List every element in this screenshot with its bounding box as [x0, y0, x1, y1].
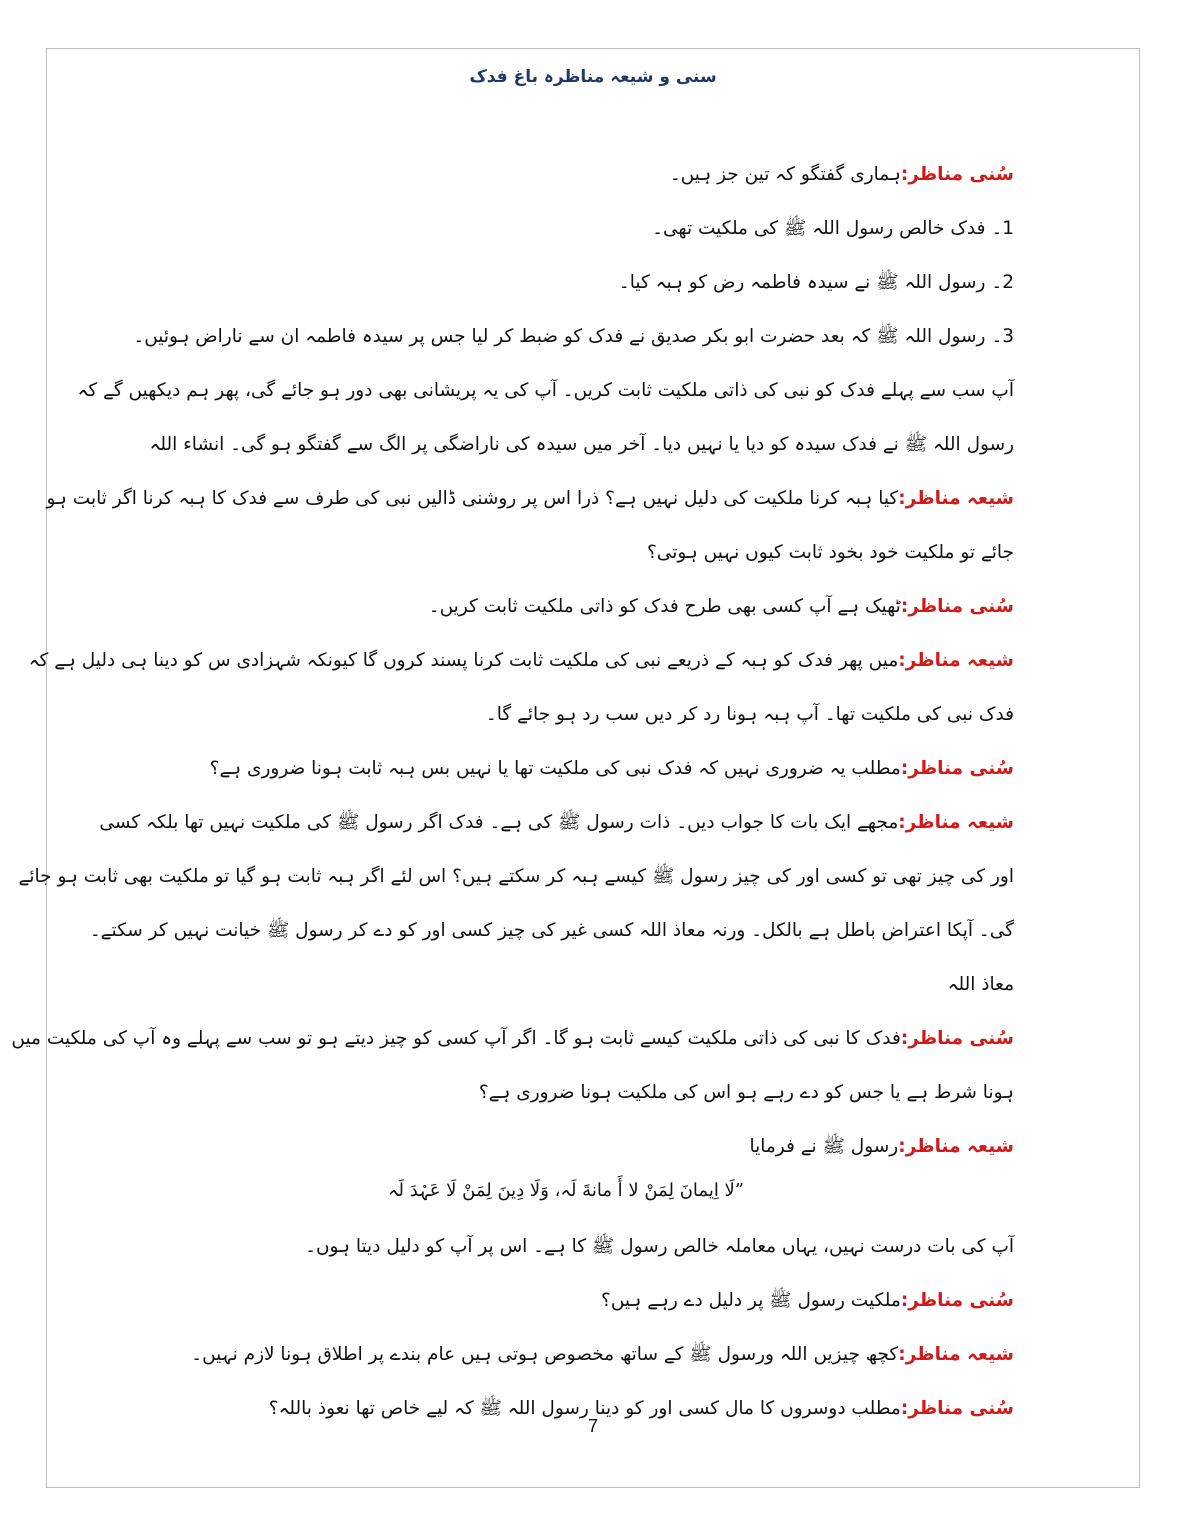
dialogue-line-shia — [99, 796, 1014, 850]
line-text: اور کی چیز تھی تو کسی اور کی چیز رسول ﷺ کیسے ہبہ کر سکتے ہیں؟ اس لئے اگر ہبہ ثابت ہو گیا تو ملکیت بھی ثابت ہو جائے — [18, 866, 1014, 887]
document-body — [11, 148, 1014, 1436]
dialogue-line-sunni — [178, 580, 1014, 634]
shia-speaker-label: شیعہ مناظر: — [898, 488, 1014, 509]
line-text: ملکیت رسول ﷺ پر دلیل دے رہے ہیں؟ — [601, 1290, 901, 1311]
dialogue-line — [133, 310, 1014, 364]
sunni-speaker-label: سُنی مناظر: — [900, 758, 1014, 779]
line-text: 1۔ فدک خالص رسول اللہ ﷺ کی ملکیت تھی۔ — [652, 218, 1014, 239]
dialogue-line — [149, 418, 1014, 472]
dialogue-line-sunni — [178, 1274, 1014, 1328]
shia-speaker-label: شیعہ مناظر: — [898, 1344, 1014, 1365]
dialogue-line — [178, 1066, 1014, 1120]
page-header-title: سنی و شیعہ مناظرہ باغ فدک — [469, 67, 717, 87]
dialogue-line-shia — [178, 1328, 1014, 1382]
dialogue-line-sunni — [178, 148, 1014, 202]
line-text: آپ سب سے پہلے فدک کو نبی کی ذاتی ملکیت ثابت کریں۔ آپ کی یہ پریشانی بھی دور ہو جائے گی، پھر ہم دیکھیں گے کہ — [77, 380, 1014, 401]
sunni-speaker-label: سُنی مناظر: — [900, 164, 1014, 185]
shia-speaker-label: شیعہ مناظر: — [898, 812, 1014, 833]
line-text: فدک کا نبی کی ذاتی ملکیت کیسے ثابت ہو گا۔ اگر آپ کسی کو چیز دیتے ہو تو سب سے پہلے وہ آپ کی ملکیت میں — [11, 1028, 901, 1049]
line-text: میں پھر فدک کو ہبہ کے ذریعے نبی کی ملکیت ثابت کرنا پسند کروں گا کیونکہ شہزادی س کو دینا ہی دلیل ہے کہ — [28, 650, 899, 671]
line-text: ہونا شرط ہے یا جس کو دے رہے ہو اس کی ملکیت ہونا ضروری ہے؟ — [478, 1082, 1014, 1103]
line-text: 2۔ رسول اللہ ﷺ نے سیدہ فاطمہ رض کو ہبہ کیا۔ — [618, 272, 1014, 293]
dialogue-block-2 — [178, 1220, 1014, 1436]
line-text: کیا ہبہ کرنا ملکیت کی دلیل نہیں ہے؟ ذرا اس پر روشنی ڈالیں نبی کی طرف سے فدک کا ہبہ کرنا اگر ثابت ہو — [46, 488, 899, 509]
line-text: 3۔ رسول اللہ ﷺ کہ بعد حضرت ابو بکر صدیق نے فدک کو ضبط کر لیا جس پر سیدہ فاطمہ ان سے ناراض ہوئیں۔ — [133, 326, 1014, 347]
sunni-speaker-label: سُنی مناظر: — [900, 1290, 1014, 1311]
line-text: معاذ اللہ — [947, 974, 1014, 995]
sunni-speaker-label: سُنی مناظر: — [900, 596, 1014, 617]
line-text: مطلب دوسروں کا مال کسی اور کو دینا رسول اللہ ﷺ کہ لیے خاص تھا نعوذ باللہ؟ — [268, 1398, 901, 1419]
dialogue-line — [18, 850, 1014, 904]
line-text: رسول ﷺ نے فرمایا — [749, 1136, 899, 1157]
line-text: گی۔ آپکا اعتراض باطل ہے بالکل۔ ورنہ معاذ اللہ کسی غیر کی چیز کسی اور کو دے کر رسول ﷺ خیانت نہیں کر سکتے۔ — [89, 920, 1014, 941]
dialogue-line-shia — [46, 472, 1014, 526]
shia-speaker-label: شیعہ مناظر: — [898, 650, 1014, 671]
line-text: جائے تو ملکیت خود بخود ثابت کیوں نہیں ہوتی؟ — [646, 542, 1014, 563]
dialogue-line — [178, 526, 1014, 580]
line-text: رسول اللہ ﷺ نے فدک سیدہ کو دیا یا نہیں دیا۔ آخر میں سیدہ کی ناراضگی پر الگ سے گفتگو ہو گی۔ انشاء اللہ — [149, 434, 1014, 455]
line-text: فدک نبی کی ملکیت تھا۔ آپ ہبہ ہونا رد کر دیں سب رد ہو جائے گا۔ — [485, 704, 1014, 725]
dialogue-block-1 — [11, 148, 1014, 1174]
dialogue-line-shia — [178, 1120, 1014, 1174]
dialogue-line — [77, 364, 1014, 418]
dialogue-line — [178, 1220, 1014, 1274]
shia-speaker-label: شیعہ مناظر: — [898, 1136, 1014, 1157]
line-text: مجھے ایک بات کا جواب دیں۔ ذات رسول ﷺ کی ہے۔ فدک اگر رسول ﷺ کی ملکیت نہیں تھا بلکہ کسی — [99, 812, 899, 833]
dialogue-line-sunni — [178, 742, 1014, 796]
sunni-speaker-label: سُنی مناظر: — [900, 1028, 1014, 1049]
sunni-speaker-label: سُنی مناظر: — [900, 1398, 1014, 1419]
dialogue-line — [178, 256, 1014, 310]
arabic-hadith-quote: ”لَا اِيمانَ لِمَنْ لا أَ مانةَ لَہ، وَلَا دِينَ لِمَنْ لَا عَہْدَ لَہ — [387, 1180, 745, 1201]
dialogue-line-sunni — [11, 1012, 1014, 1066]
dialogue-line — [178, 688, 1014, 742]
line-text: کچھ چیزیں اللہ ورسول ﷺ کے ساتھ مخصوص ہوتی ہیں عام بندے پر اطلاق ہونا لازم نہیں۔ — [191, 1344, 899, 1365]
line-text: مطلب یہ ضروری نہیں کہ فدک نبی کی ملکیت تھا یا نہیں بس ہبہ ثابت ہونا ضروری ہے؟ — [209, 758, 901, 779]
page-number: 7 — [587, 1416, 598, 1436]
dialogue-line — [178, 202, 1014, 256]
line-text: ہماری گفتگو کہ تین جز ہیں۔ — [669, 164, 901, 185]
dialogue-line-shia — [28, 634, 1014, 688]
line-text: آپ کی بات درست نہیں، یہاں معاملہ خالص رسول ﷺ کا ہے۔ اس پر آپ کو دلیل دیتا ہوں۔ — [305, 1236, 1014, 1257]
dialogue-line — [89, 904, 1014, 958]
line-text: ٹھیک ہے آپ کسی بھی طرح فدک کو ذاتی ملکیت ثابت کریں۔ — [428, 596, 901, 617]
dialogue-line — [178, 958, 1014, 1012]
